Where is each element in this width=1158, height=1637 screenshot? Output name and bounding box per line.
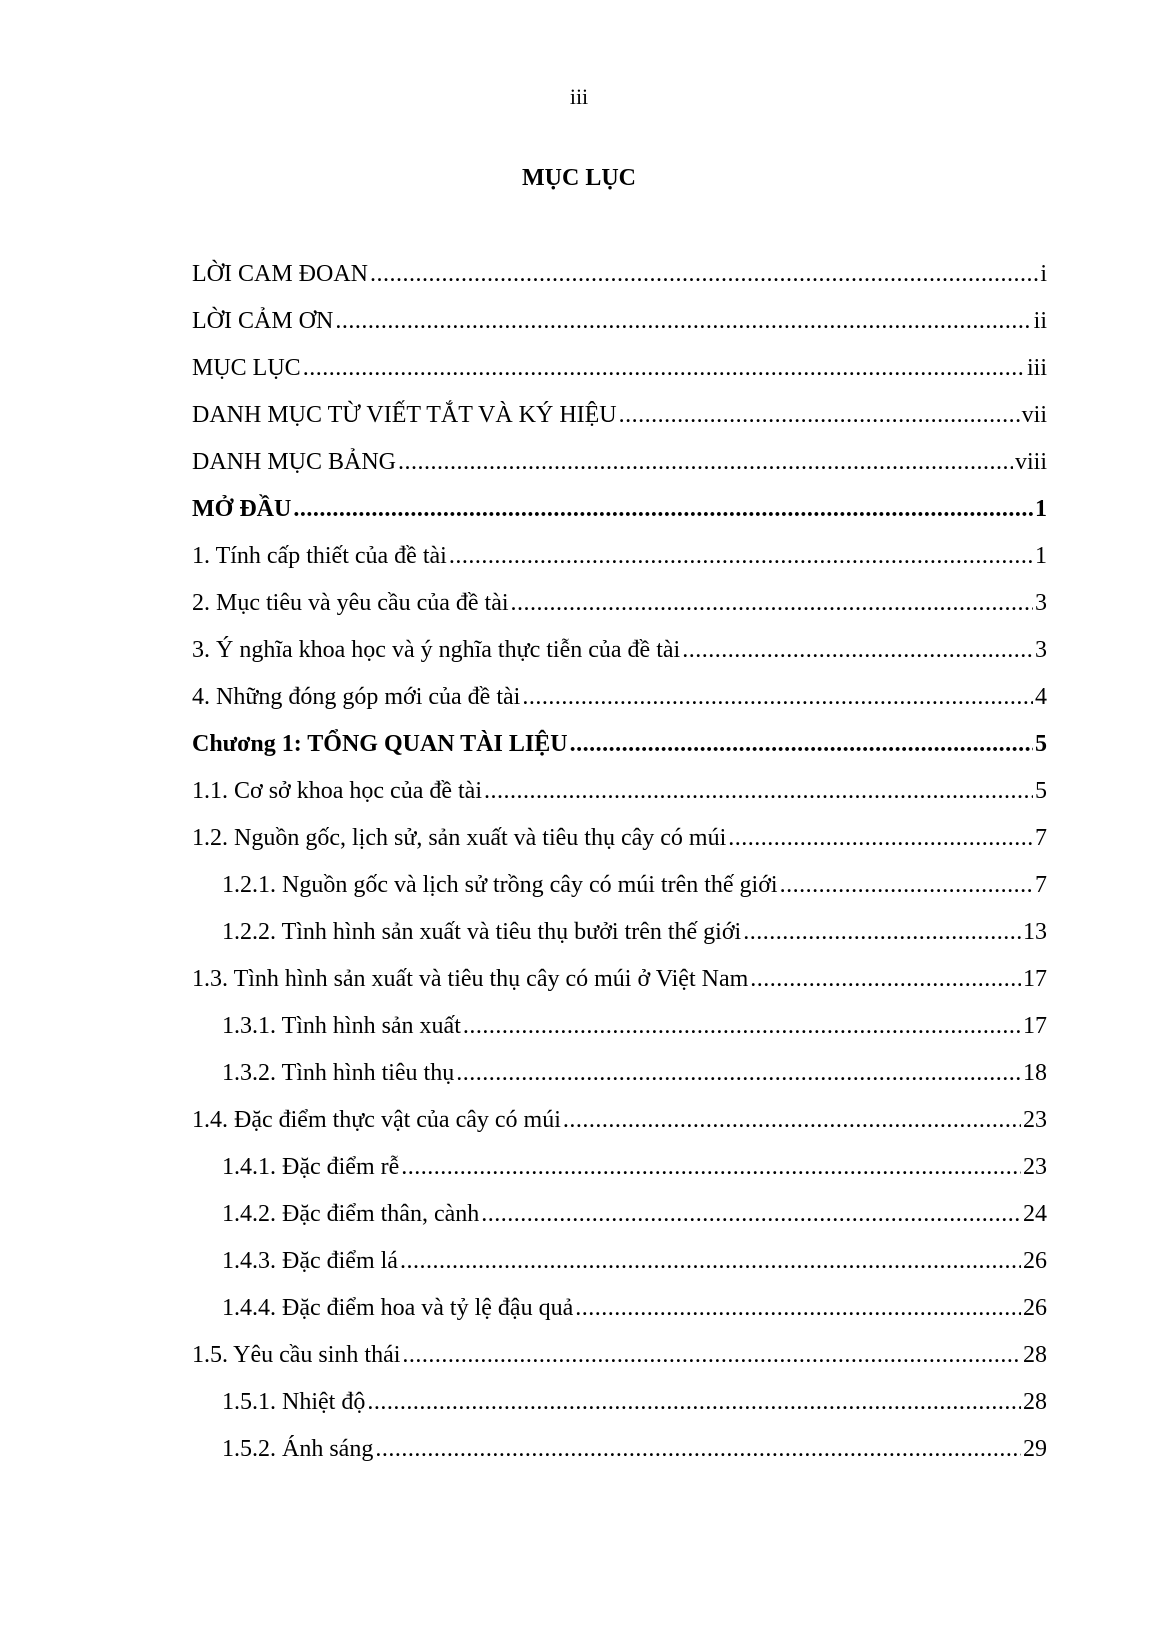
toc-dot-leader [728, 822, 1033, 854]
toc-entry-page: 1 [1035, 543, 1047, 569]
toc-entry-title: 1.2.1. Nguồn gốc và lịch sử trồng cây có múi trên thế giới [222, 872, 778, 898]
toc-entry-title: 1.1. Cơ sở khoa học của đề tài [192, 778, 482, 804]
toc-entry[interactable] [192, 352, 1047, 399]
toc-dot-leader [522, 681, 1033, 713]
toc-entry-page: 13 [1023, 919, 1047, 945]
toc-dot-leader [303, 352, 1025, 384]
toc-entry-title: 1.4.2. Đặc điểm thân, cành [222, 1201, 480, 1227]
toc-entry-page: 4 [1035, 684, 1047, 710]
toc-entry-title: LỜI CAM ĐOAN [192, 261, 368, 287]
toc-entry[interactable] [192, 1433, 1047, 1480]
toc-entry-page: 5 [1035, 778, 1047, 804]
toc-entry-title: 1.3.1. Tình hình sản xuất [222, 1013, 461, 1039]
toc-entry[interactable] [192, 822, 1047, 869]
toc-entry-page: 26 [1023, 1248, 1047, 1274]
toc-entry[interactable] [192, 493, 1047, 540]
toc-entry[interactable] [192, 305, 1047, 352]
toc-entry-title: MỞ ĐẦU [192, 496, 292, 522]
toc-entry-page: 17 [1023, 1013, 1047, 1039]
toc-entry-title: 1.4.3. Đặc điểm lá [222, 1248, 398, 1274]
toc-dot-leader [619, 399, 1020, 431]
toc-entry[interactable] [192, 1057, 1047, 1104]
toc-entry-page: 17 [1023, 966, 1047, 992]
page-number: iii [569, 84, 589, 109]
toc-entry-title: Chương 1: TỔNG QUAN TÀI LIỆU [192, 731, 568, 757]
toc-entry-title: DANH MỤC TỪ VIẾT TẮT VÀ KÝ HIỆU [192, 402, 617, 428]
toc-entry-title: 1.4.4. Đặc điểm hoa và tỷ lệ đậu quả [222, 1295, 574, 1321]
toc-entry-page: 24 [1023, 1201, 1047, 1227]
toc-entry-title: 1.2. Nguồn gốc, lịch sử, sản xuất và tiêu thụ cây có múi [192, 825, 727, 851]
toc-entry-title: 1.5.1. Nhiệt độ [222, 1389, 366, 1415]
toc-entry-page: 7 [1035, 872, 1047, 898]
toc-entry[interactable] [192, 634, 1047, 681]
toc-dot-leader [743, 916, 1021, 948]
toc-dot-leader [400, 1245, 1021, 1277]
toc-entry[interactable] [192, 775, 1047, 822]
toc-dot-leader [293, 493, 1033, 525]
toc-entry-title: 1.3. Tình hình sản xuất và tiêu thụ cây có múi ở Việt Nam [192, 966, 749, 992]
toc-entry[interactable] [192, 587, 1047, 634]
toc-entry-page: 7 [1035, 825, 1047, 851]
toc-dot-leader [401, 1151, 1021, 1183]
toc-entry[interactable] [192, 1339, 1047, 1386]
toc-entry-page: iii [1026, 355, 1047, 381]
toc-entry[interactable] [192, 446, 1047, 493]
toc-entry-page: vii [1021, 402, 1047, 428]
toc-entry-page: 18 [1023, 1060, 1047, 1086]
toc-entry-page: 28 [1023, 1389, 1047, 1415]
toc-dot-leader [682, 634, 1033, 666]
toc-dot-leader [402, 1339, 1021, 1371]
toc-dot-leader [575, 1292, 1021, 1324]
toc-entry-title: 4. Những đóng góp mới của đề tài [192, 684, 521, 710]
toc-heading: MỤC LỤC [522, 165, 636, 191]
toc-dot-leader [449, 540, 1033, 572]
toc-entry-page: ii [1033, 308, 1047, 334]
toc-entry-title: DANH MỤC BẢNG [192, 449, 397, 475]
toc-entry-page: viii [1014, 449, 1047, 475]
toc-entry[interactable] [192, 1010, 1047, 1057]
toc-entry[interactable] [192, 1386, 1047, 1433]
toc-entry-title: 2. Mục tiêu và yêu cầu của đề tài [192, 590, 509, 616]
toc-entry-title: 1. Tính cấp thiết của đề tài [192, 543, 447, 569]
toc-entry-title: 1.4.1. Đặc điểm rễ [222, 1154, 400, 1180]
toc-dot-leader [484, 775, 1033, 807]
toc-entry[interactable] [192, 540, 1047, 587]
toc-entry-page: 23 [1023, 1154, 1047, 1180]
toc-entry[interactable] [192, 258, 1047, 305]
toc-entry[interactable] [192, 963, 1047, 1010]
toc-entry-title: 1.2.2. Tình hình sản xuất và tiêu thụ bưởi trên thế giới [222, 919, 742, 945]
toc-entry-title: 1.3.2. Tình hình tiêu thụ [222, 1060, 455, 1086]
toc-entry-page: 26 [1023, 1295, 1047, 1321]
toc-entry-page: 29 [1023, 1436, 1047, 1462]
toc-dot-leader [335, 305, 1031, 337]
toc-dot-leader [780, 869, 1033, 901]
toc-dot-leader [463, 1010, 1021, 1042]
toc-dot-leader [511, 587, 1033, 619]
toc-entry-title: 3. Ý nghĩa khoa học và ý nghĩa thực tiễn của đề tài [192, 637, 681, 663]
toc-entry-title: 1.4. Đặc điểm thực vật của cây có múi [192, 1107, 561, 1133]
toc-entry[interactable] [192, 681, 1047, 728]
toc-dot-leader [456, 1057, 1021, 1089]
toc-entry-title: 1.5.2. Ánh sáng [222, 1436, 374, 1462]
toc-dot-leader [375, 1433, 1021, 1465]
toc-entry-page: 23 [1023, 1107, 1047, 1133]
toc-entry-title: 1.5. Yêu cầu sinh thái [192, 1342, 401, 1368]
toc-entry-page: 1 [1035, 496, 1047, 522]
toc-dot-leader [370, 258, 1038, 290]
toc-entry[interactable] [192, 399, 1047, 446]
toc-entry-page: i [1040, 261, 1047, 287]
toc-entry-page: 3 [1035, 637, 1047, 663]
toc-dot-leader [398, 446, 1013, 478]
toc-entry[interactable] [192, 869, 1047, 916]
toc-entry-page: 28 [1023, 1342, 1047, 1368]
toc-dot-leader [481, 1198, 1021, 1230]
toc-entry[interactable] [192, 1104, 1047, 1151]
toc-entry-title: LỜI CẢM ƠN [192, 308, 334, 334]
toc-entry-page: 5 [1035, 731, 1047, 757]
toc-dot-leader [750, 963, 1021, 995]
toc-entry[interactable] [192, 728, 1047, 775]
toc-dot-leader [367, 1386, 1021, 1418]
toc-entry[interactable] [192, 1292, 1047, 1339]
toc-entry[interactable] [192, 1151, 1047, 1198]
toc-entry[interactable] [192, 916, 1047, 963]
toc-entry[interactable] [192, 1198, 1047, 1245]
toc-list [192, 258, 1047, 1480]
toc-entry-title: MỤC LỤC [192, 355, 301, 381]
toc-entry[interactable] [192, 1245, 1047, 1292]
toc-entry-page: 3 [1035, 590, 1047, 616]
toc-dot-leader [570, 728, 1033, 760]
toc-dot-leader [563, 1104, 1021, 1136]
